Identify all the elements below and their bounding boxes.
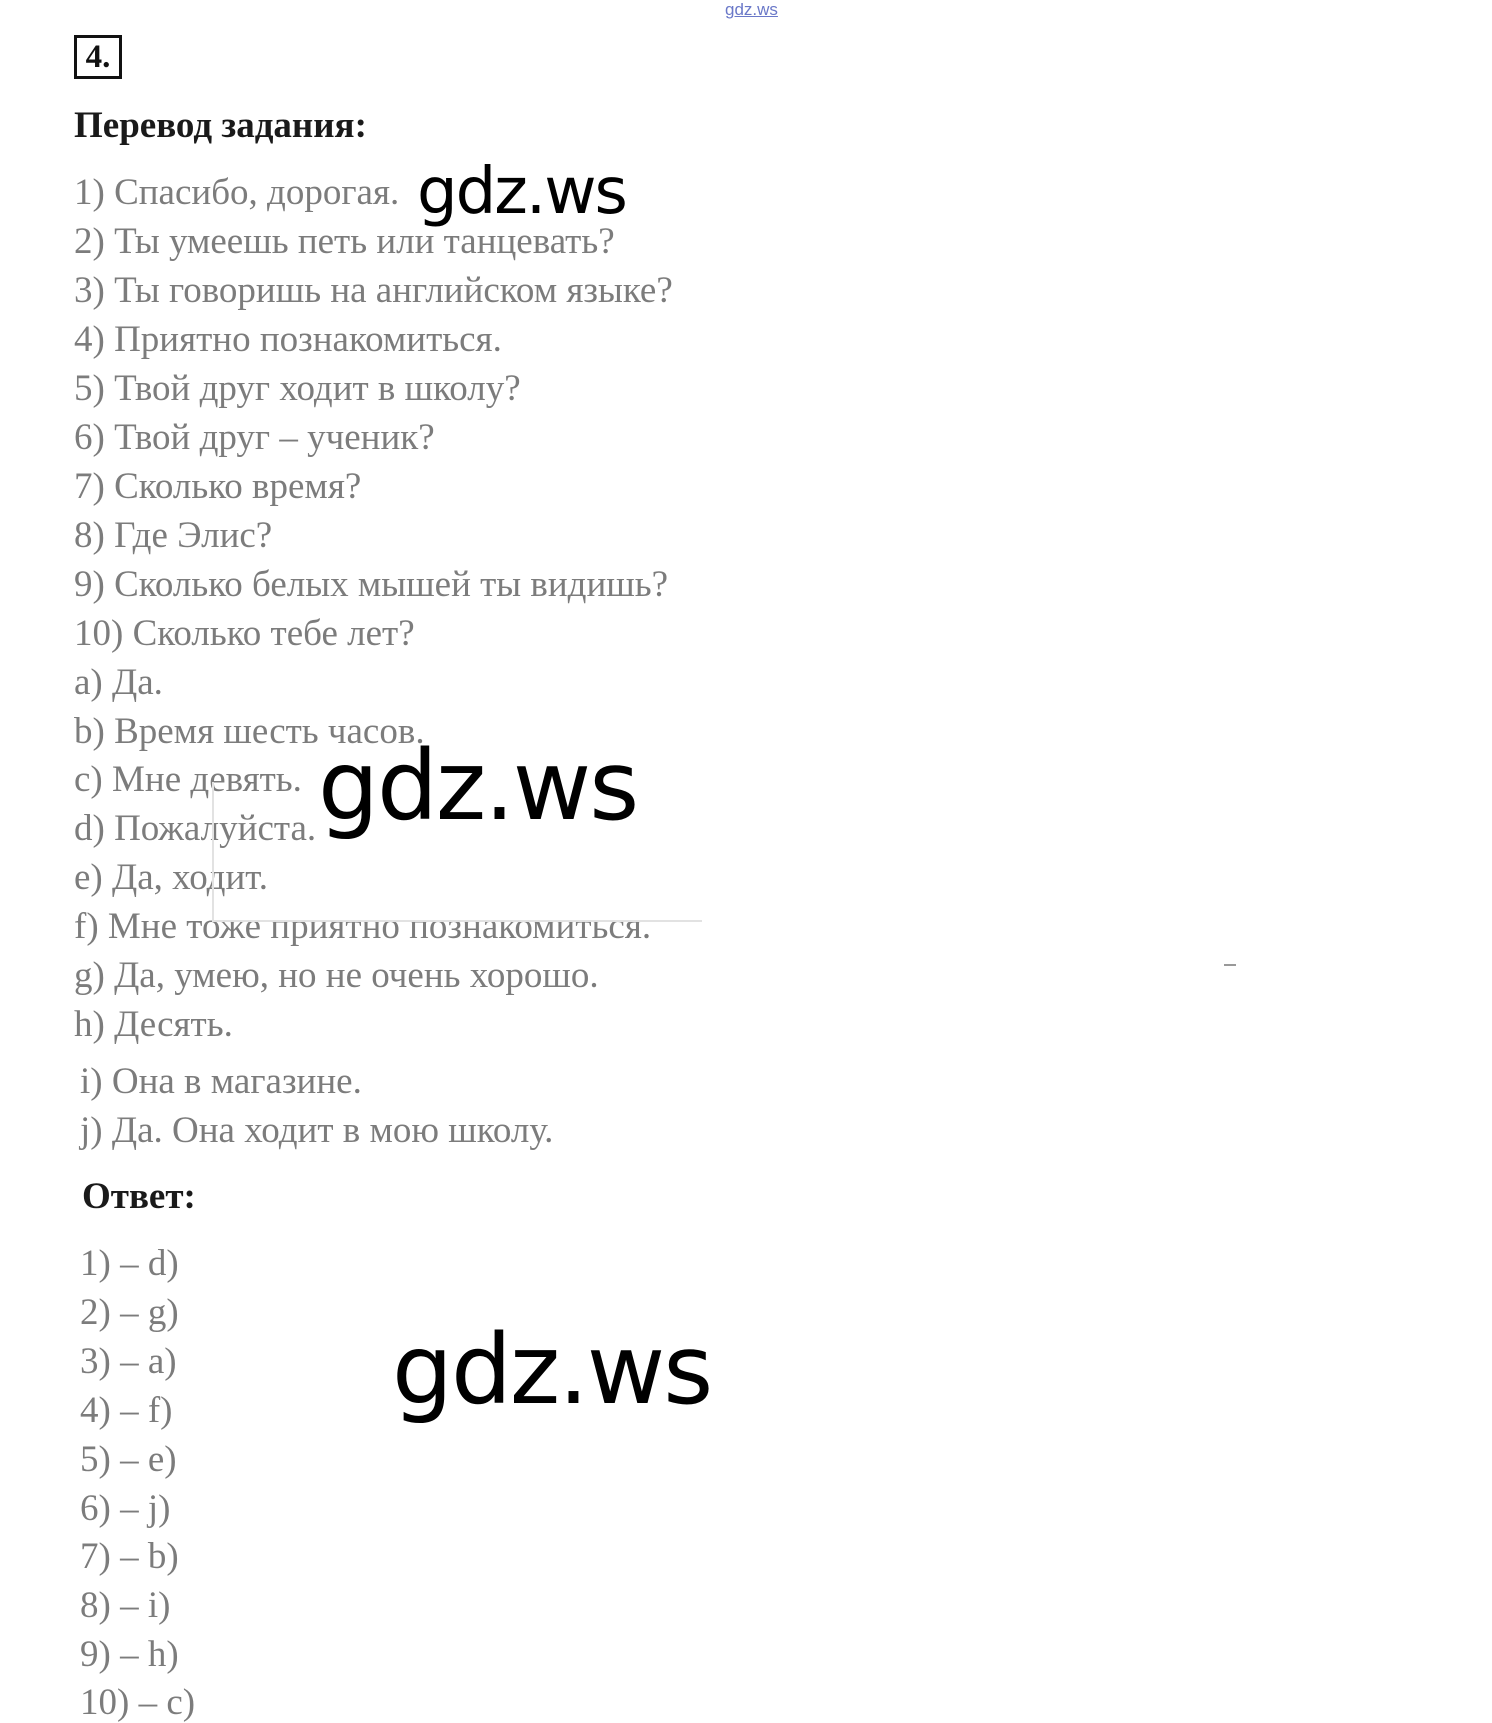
response-item: a) Да. — [74, 662, 163, 703]
watermark-bottom: gdz.ws — [392, 1314, 712, 1426]
answer-pair: 7) – b) — [80, 1536, 179, 1577]
question-item: 5) Твой друг ходит в школу? — [74, 368, 521, 409]
translation-heading: Перевод задания: — [74, 105, 367, 146]
answer-pair: 4) – f) — [80, 1390, 173, 1431]
question-item: 2) Ты умеешь петь или танцевать? — [74, 221, 615, 262]
question-item: 10) Сколько тебе лет? — [74, 613, 415, 654]
question-item: 9) Сколько белых мышей ты видишь? — [74, 564, 669, 605]
question-item: 6) Твой друг – ученик? — [74, 417, 435, 458]
answer-pair: 5) – e) — [80, 1439, 177, 1480]
question-item: 8) Где Элис? — [74, 515, 273, 556]
answer-pair: 3) – a) — [80, 1341, 177, 1382]
question-item: 7) Сколько время? — [74, 466, 362, 507]
question-item: 4) Приятно познакомиться. — [74, 319, 502, 360]
question-item: 1) Спасибо, дорогая. — [74, 172, 400, 213]
response-item: j) Да. Она ходит в мою школу. — [80, 1110, 554, 1151]
response-item: c) Мне девять. — [74, 759, 302, 800]
response-item: e) Да, ходит. — [74, 857, 268, 898]
response-item: b) Время шесть часов. — [74, 711, 425, 752]
watermark-middle: gdz.ws — [318, 730, 638, 842]
answer-pair: 10) – c) — [80, 1682, 196, 1723]
watermark-top: gdz.ws — [417, 155, 626, 229]
answer-pair: 8) – i) — [80, 1585, 171, 1626]
answer-pair: 6) – j) — [80, 1488, 171, 1529]
response-item: g) Да, умею, но не очень хорошо. — [74, 955, 599, 996]
answer-pair: 9) – h) — [80, 1634, 179, 1675]
question-item: 3) Ты говоришь на английском языке? — [74, 270, 673, 311]
response-item: d) Пожалуйста. — [74, 808, 317, 849]
answer-pair: 2) – g) — [80, 1292, 179, 1333]
task-number-box: 4. — [74, 35, 122, 79]
scan-artifact-dash — [1224, 964, 1236, 966]
site-mark: gdz.ws — [725, 0, 778, 19]
answer-heading: Ответ: — [82, 1176, 196, 1217]
response-item: i) Она в магазине. — [80, 1061, 362, 1102]
response-item: h) Десять. — [74, 1004, 233, 1045]
answer-pair: 1) – d) — [80, 1243, 179, 1284]
response-item: f) Мне тоже приятно познакомиться. — [74, 906, 652, 947]
